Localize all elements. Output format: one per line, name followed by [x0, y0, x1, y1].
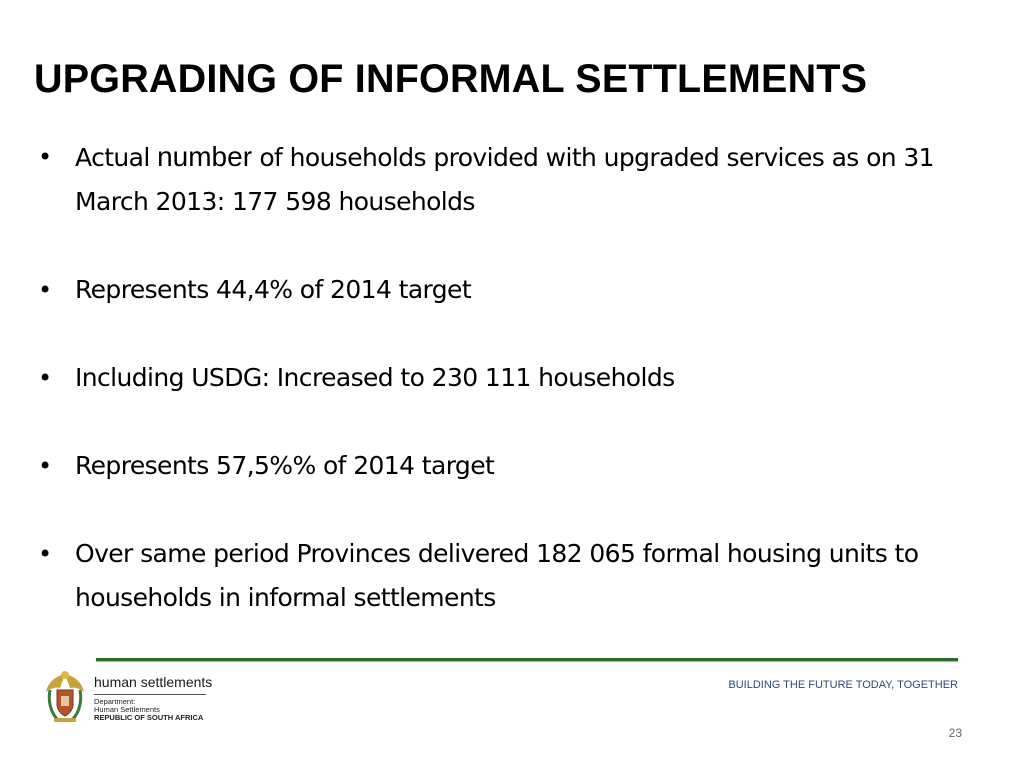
page-number: 23 [948, 726, 962, 740]
bullet-text: Including USDG: Increased to 230 111 households [75, 363, 675, 392]
bullet-icon: • [38, 276, 52, 304]
bullet-list [34, 135, 934, 620]
coat-of-arms-icon [42, 668, 88, 726]
bullet-emphasis: number [157, 141, 253, 172]
department-full-name: Human Settlements [94, 705, 160, 714]
department-label: Department: [94, 697, 136, 706]
bullet-icon: • [38, 364, 52, 392]
department-rule [94, 694, 206, 695]
bullet-item-percent-target-usdg [34, 444, 934, 488]
bullet-item-percent-target [34, 268, 934, 312]
country-name: REPUBLIC OF SOUTH AFRICA [94, 713, 204, 722]
bullet-item-households [34, 135, 934, 224]
bullet-item-usdg [34, 356, 934, 400]
bullet-text: Actual [75, 143, 158, 172]
department-logo [42, 668, 242, 728]
department-name: human settlements [94, 674, 213, 690]
footer-slogan: BUILDING THE FUTURE TODAY, TOGETHER [728, 679, 958, 691]
bullet-text: Represents 57,5%% of 2014 target [75, 451, 495, 480]
bullet-item-provinces [34, 532, 934, 620]
bullet-icon: • [38, 143, 52, 171]
slide-title: UPGRADING OF INFORMAL SETTLEMENTS [34, 57, 868, 101]
bullet-text: of households provided with upgraded services as on 31 March 2013: 177 598 households [75, 143, 934, 216]
bullet-text: Over same period Provinces delivered 182 065 formal housing units to households in informal settlements [75, 539, 919, 612]
footer-divider [96, 658, 958, 661]
bullet-text: Represents 44,4% of 2014 target [75, 275, 472, 304]
bullet-icon: • [38, 540, 52, 568]
bullet-icon: • [38, 452, 52, 480]
